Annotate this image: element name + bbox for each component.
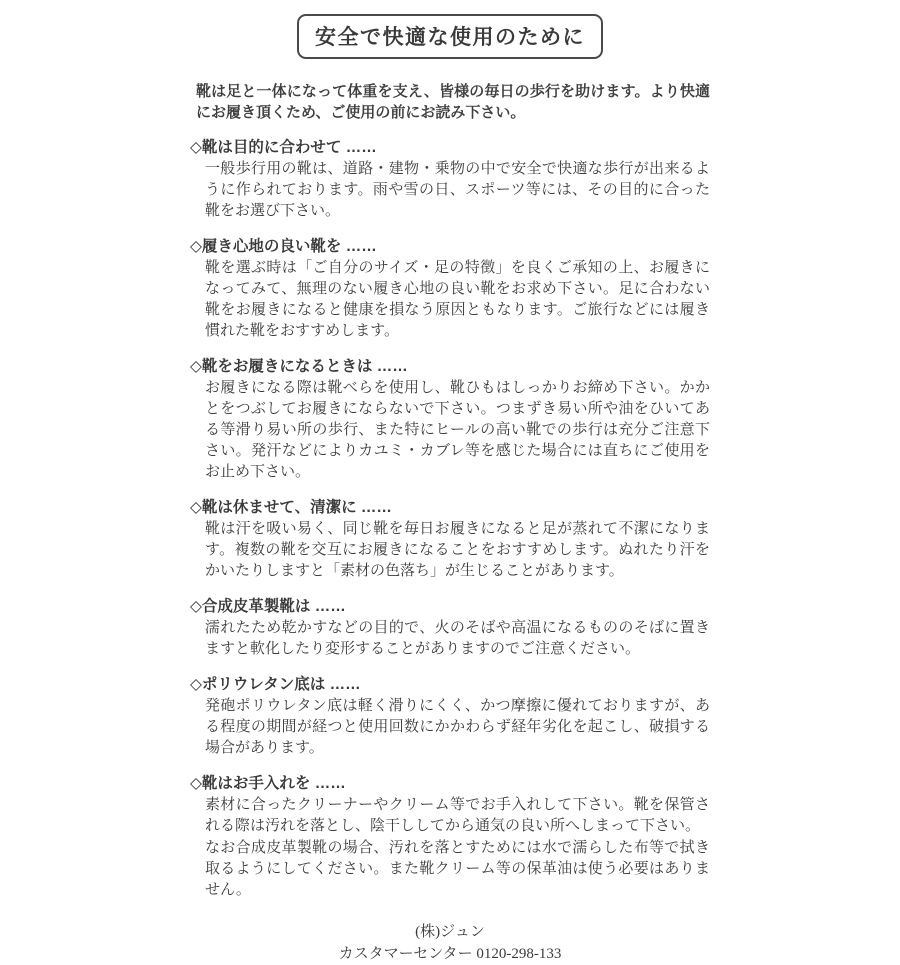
section-heading: ◇靴をお履きになるときは ……: [190, 358, 408, 375]
section-comfort: [190, 236, 710, 342]
section-paragraph: 濡れたため乾かすなどの目的で、火のそばや高温になるもののそばに置きますと軟化したり変形することがありますのでご注意ください。: [205, 620, 710, 657]
document-body: [190, 81, 710, 965]
section-polyurethane-sole: [190, 674, 710, 759]
section-heading: ◇ポリウレタン底は ……: [190, 676, 361, 693]
section-paragraph: 一般歩行用の靴は、道路・建物・乗物の中で安全で快適な歩行が出来るように作られております。雨や雪の日、スポーツ等には、その目的に合った靴をお選び下さい。: [205, 161, 710, 219]
section-wearing: [190, 356, 710, 483]
section-heading: ◇履き心地の良い靴を ……: [190, 238, 377, 255]
section-heading: ◇靴は休ませて、清潔に ……: [190, 499, 392, 516]
section-paragraph: なお合成皮革製靴の場合、汚れを落とすためには水で濡らした布等で拭き取るようにしてください。また靴クリーム等の保革油は使う必要はありません。: [205, 840, 710, 898]
section-heading: ◇靴はお手入れを ……: [190, 775, 346, 792]
page-title: 安全で快適な使用のために: [297, 14, 603, 59]
footer: [190, 921, 710, 965]
care-instructions-sheet: [0, 14, 900, 962]
section-care: [190, 773, 710, 901]
section-paragraph: 靴は汗を吸い易く、同じ靴を毎日お履きになると足が蒸れて不潔になります。複数の靴を交互にお履きになることをおすすめします。ぬれたり汗をかいたりしますと「素材の色落ち」が生じることがあります。: [205, 521, 710, 579]
section-paragraph: 靴を選ぶ時は「ご自分のサイズ・足の特徴」を良くご承知の上、お履きになってみて、無理のない履き心地の良い靴をお求め下さい。足に合わない靴をお履きになると健康を損なう原因ともなります。ご旅行などには履き慣れた靴をおすすめします。: [205, 260, 710, 339]
section-heading: ◇合成皮革製靴は ……: [190, 598, 346, 615]
section-purpose: [190, 137, 710, 222]
company-name: (株)ジュン: [415, 924, 485, 940]
section-paragraph: 発砲ポリウレタン底は軽く滑りにくく、かつ摩擦に優れておりますが、ある程度の期間が経つと使用回数にかかわらず経年劣化を起こし、破損する場合があります。: [205, 698, 710, 756]
section-paragraph: 素材に合ったクリーナーやクリーム等でお手入れして下さい。靴を保管される際は汚れを落とし、陰干ししてから通気の良い所へしまって下さい。: [205, 797, 710, 834]
section-synthetic-leather: [190, 596, 710, 660]
customer-center-phone: カスタマーセンター 0120-298-133: [338, 946, 562, 962]
section-rest-clean: [190, 497, 710, 582]
section-heading: ◇靴は目的に合わせて ……: [190, 139, 377, 156]
intro-paragraph: 靴は足と一体になって体重を支え、皆様の毎日の歩行を助けます。より快適にお履き頂くため、ご使用の前にお読み下さい。: [196, 83, 710, 121]
section-paragraph: お履きになる際は靴べらを使用し、靴ひもはしっかりお締め下さい。かかとをつぶしてお履きにならないで下さい。つまずき易い所や油をひいてある等滑り易い所の歩行、また特にヒールの高い靴での歩行は充分ご注意下さい。発汗などによりカユミ・カブレ等を感じた場合には直ちにご使用をお止め下さい。: [205, 380, 710, 480]
